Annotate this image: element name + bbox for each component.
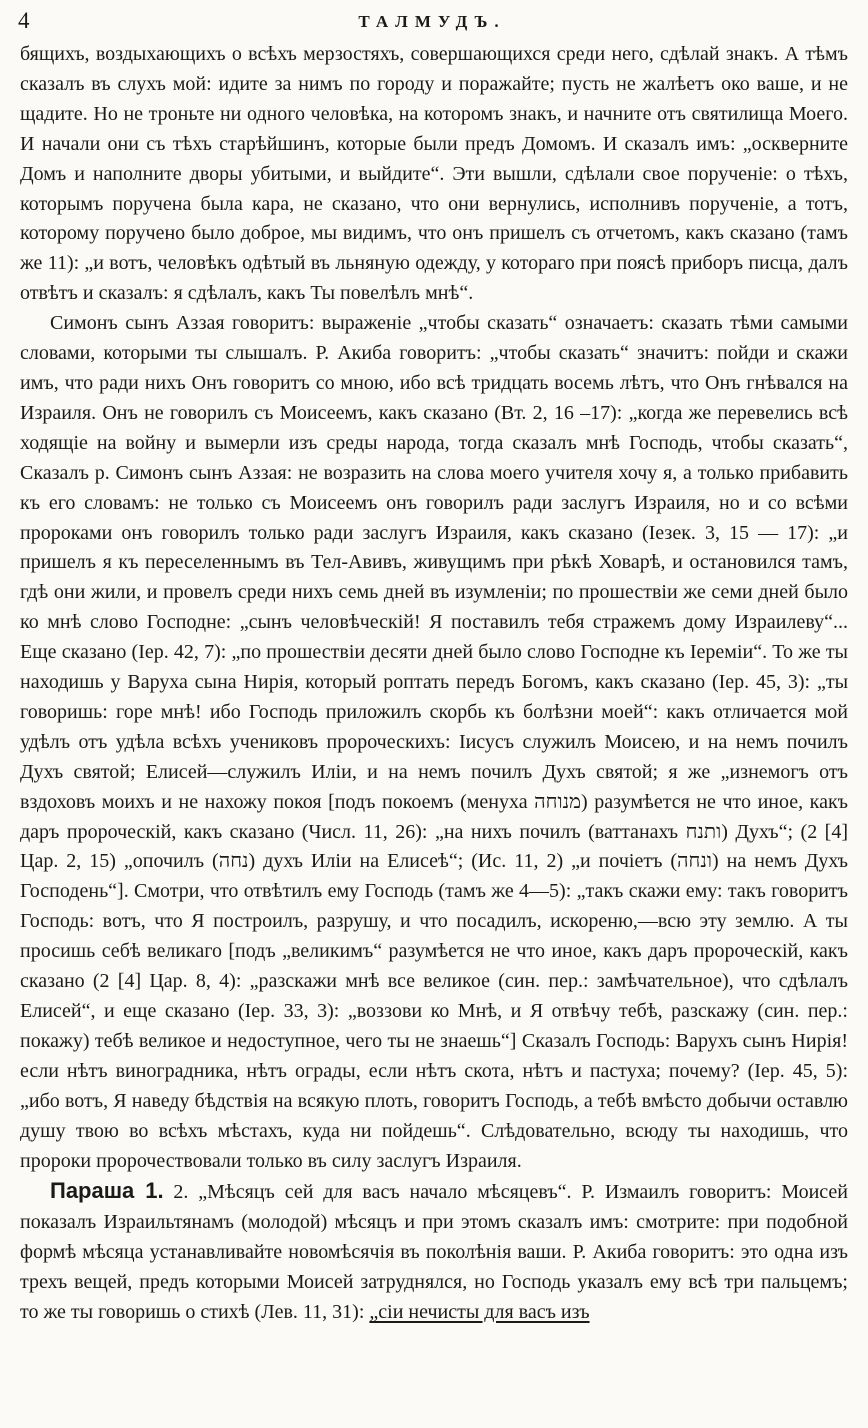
parasha-text: 2. „Мѣсяцъ сей для васъ начало мѣсяцевъ“. Р. Измаилъ говоритъ: Моисей показалъ Израильтянамъ (молодой) мѣсяцъ и при этомъ сказалъ имъ: смотрите: при подобной формѣ мѣсяца устанавливайте новомѣсячія въ поколѣнія ваши. Р. Акиба говоритъ: это одна изъ трехъ вещей, предъ которыми Моисей затруднялся, но Господь указалъ ему всѣ три пальцемъ; то же ты говоришь о стихѣ (Лев. 11, 31): (20, 1181, 849, 1324)
paragraph-parasha (20, 1176, 848, 1328)
parasha-heading: Параша 1. (50, 1178, 164, 1204)
running-title: ТАЛМУДЪ. (358, 12, 506, 31)
body-text (20, 40, 848, 1328)
paragraph-simon-ben-azzai: Симонъ сынъ Аззая говоритъ: выраженіе „чтобы сказать“ означаетъ: сказать тѣми самыми словами, которыми ты слышалъ. Р. Акиба говоритъ: „чтобы сказать“ значитъ: пойди и скажи имъ, что ради нихъ Онъ говоритъ со мною, ибо всѣ тридцать восемь лѣтъ, что Онъ гнѣвался на Израиля. Онъ не говорилъ съ Моисеемъ, какъ сказано (Вт. 2, 16 –17): „когда же перевелись всѣ ходящіе на войну и вымерли изъ среды народа, тогда сказалъ мнѣ Господь, чтобы сказать“, Сказалъ р. Симонъ сынъ Аззая: не возразить на слова моего учителя хочу я, а только прибавить къ его словамъ: не только съ Моисеемъ онъ говорилъ ради заслугъ Израиля, но и со всѣми пророками онъ говорилъ только ради заслугъ Израиля, какъ сказано (Іезек. 3, 15 — 17): „и пришелъ я къ переселеннымъ въ Тел-Авивъ, живущимъ при рѣкѣ Ховарѣ, и остановился тамъ, гдѣ они жили, и провелъ среди нихъ семь дней въ изумленіи; по прошествіи же семи дней было ко мнѣ слово Господне: „сынъ человѣческій! Я поставилъ тебя стражемъ дому Израилеву“... Еще сказано (Іер. 42, 7): „по прошествіи десяти дней было слово Господне къ Іереміи“. То же ты находишь у Варуха сына Нирія, который роптать передъ Богомъ, какъ сказано (Іер. 45, 3): „ты говоришь: горе мнѣ! ибо Господь приложилъ скорбь къ болѣзни моей“: какъ отличается мой удѣлъ отъ удѣла всѣхъ учениковъ пророческихъ: Іисусъ служилъ Моисею, и на немъ почилъ Духъ святой; Елисей—служилъ Иліи, и на немъ почилъ Духъ святой; я же „изнемогъ отъ вздоховъ моихъ и не нахожу покоя [подъ покоемъ (менуха מנוחה) разумѣется не что иное, какъ даръ пророческій, какъ сказано (Числ. 11, 26): „на нихъ почилъ (ваттанахъ ותנח) Духъ“; (2 [4] Цар. 2, 15) „опочилъ (נחה) духъ Иліи на Елисеѣ“; (Ис. 11, 2) „и почіетъ (ונחה) на немъ Духъ Господень“]. Смотри, что отвѣтилъ ему Господь (тамъ же 4—5): „такъ скажи ему: такъ говоритъ Господь: вотъ, что Я построилъ, разрушу, и что посадилъ, искореню,—всю эту землю. А ты просишь себѣ великаго [подъ „великимъ“ разумѣется не что иное, какъ даръ пророческій, какъ сказано (2 [4] Цар. 8, 4): „разскажи мнѣ все великое (син. пер.: замѣчательное), что сдѣлалъ Елисей“, и еще сказано (Іер. 33, 3): „воззови ко Мнѣ, и Я отвѣчу тебѣ, разскажу (син. пер.: покажу) тебѣ великое и недоступное, чего ты не знаешь“] Сказалъ Господь: Варухъ сынъ Нирія! если нѣтъ виноградника, нѣтъ ограды, если нѣтъ скота, нѣтъ и пастуха; почему? (Іер. 45, 5): „ибо вотъ, Я наведу бѣдствія на всякую плоть, говоритъ Господь, а тебѣ вмѣсто добычи оставлю душу твою во всѣхъ мѣстахъ, куда ни пойдешь“. Слѣдовательно, всюду ты находишь, что пророки пророчествовали только въ силу заслугъ Израиля. (20, 312, 849, 1172)
page-header (18, 8, 846, 42)
page-number: 4 (18, 8, 30, 33)
underlined-quote: „сіи нечисты для васъ изъ (369, 1301, 590, 1324)
paragraph-continuation: бящихъ, воздыхающихъ о всѣхъ мерзостяхъ, совершающихся среди него, сдѣлай знакъ. А тѣмъ сказалъ въ слухъ мой: идите за нимъ по городу и поражайте; пусть не жалѣетъ око ваше, и не щадите. Но не троньте ни одного человѣка, на которомъ знакъ, и начните отъ святилища Моего. И начали они съ тѣхъ старѣйшинъ, которые были предъ Домомъ. И сказалъ имъ: „осквернитe Домъ и наполните дворы убитыми, и выйдите“. Эти вышли, сдѣлали свое порученіе: о тѣхъ, которымъ поручена была кара, не сказано, что они вернулись, исполнивъ порученіе, а тотъ, которому поручено было доброе, мы видимъ, что онъ пришелъ съ отчетомъ, какъ сказано (тамъ же 11): „и вотъ, человѣкъ одѣтый въ льняную одежду, у котораго при поясѣ приборъ писца, далъ отвѣтъ и сказалъ: я сдѣлалъ, какъ Ты повелѣлъ мнѣ“. (20, 43, 848, 305)
